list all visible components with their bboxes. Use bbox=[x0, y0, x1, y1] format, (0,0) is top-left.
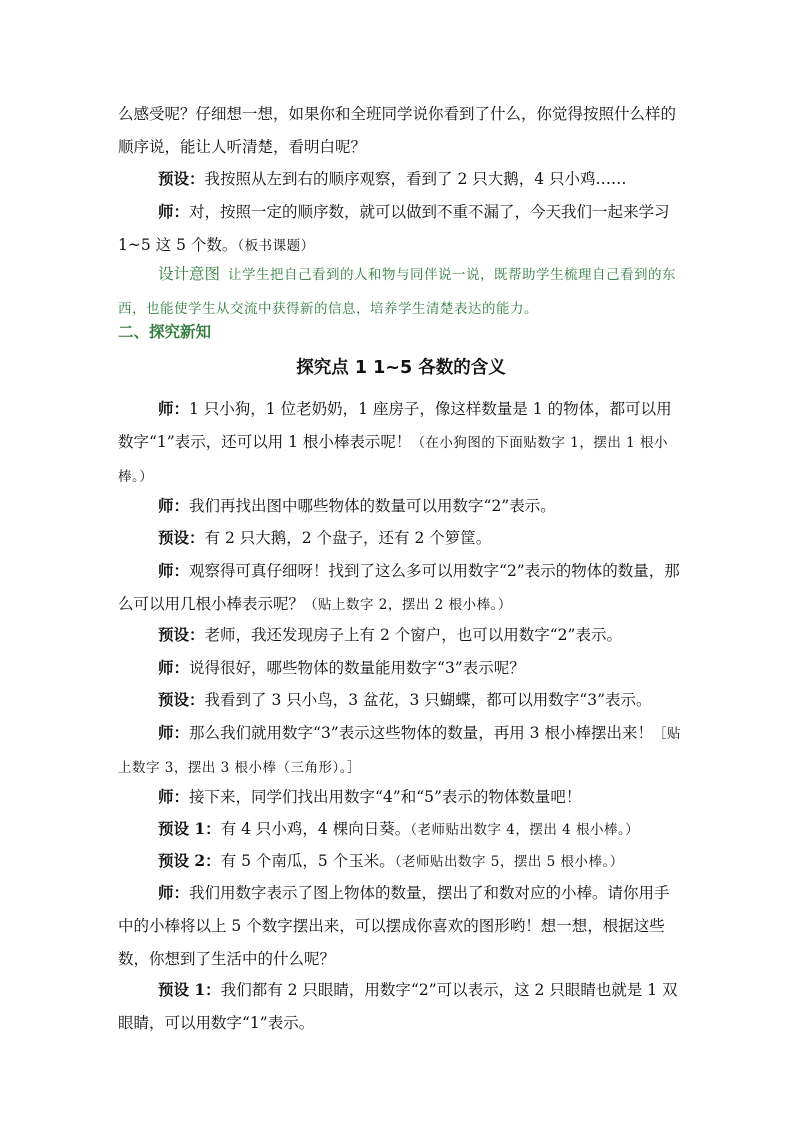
paragraph-yushe-1 bbox=[118, 162, 684, 196]
speaker-label: 师： bbox=[158, 883, 190, 902]
paragraph-yushe-6 bbox=[118, 844, 684, 879]
speaker-label: 预设： bbox=[158, 625, 205, 644]
teaching-note: （板书课题） bbox=[237, 238, 315, 254]
paragraph-text: 我们用数字表示了图上物体的数量，摆出了和数对应的小棒。请你用手中的小棒将以上 5 个数字摆出来，可以摆成你喜欢的图形哟！想一想，根据这些数，你想到了生活中的什么呢？ bbox=[118, 884, 670, 968]
speaker-label: 师： bbox=[158, 496, 190, 515]
paragraph-text: 观察得可真仔细呀！找到了这么多可以用数字“2”表示的物体的数量，那么可以用几根小棒表示呢？ bbox=[118, 562, 680, 613]
teaching-note: （在小狗图的下面贴数字 1，摆出 1 根小棒。） bbox=[118, 435, 668, 485]
design-intent-text: 让学生把自己看到的人和物与同伴说一说，既帮助学生梳理自己看到的东西，也能使学生从交流中获得新的信息，培养学生清楚表达的能力。 bbox=[118, 267, 677, 317]
paragraph-shi-3 bbox=[118, 489, 684, 523]
speaker-label: 师： bbox=[158, 723, 190, 742]
speaker-label: 师： bbox=[158, 787, 190, 806]
paragraph-text: 说得很好，哪些物体的数量能用数字“3”表示呢？ bbox=[189, 659, 525, 677]
paragraph-yushe-3 bbox=[118, 618, 684, 652]
speaker-label: 预设 1： bbox=[158, 980, 221, 999]
paragraph-yushe-4 bbox=[118, 683, 684, 717]
paragraph-text: 老师，我还发现房子上有 2 个窗户，也可以用数字“2”表示。 bbox=[204, 626, 622, 644]
paragraph-shi-2 bbox=[118, 392, 684, 494]
paragraph-text: 1 只小狗，1 位老奶奶，1 座房子，像这样数量是 1 的物体，都可以用数字“1”表示，还可以用 1 根小棒表示呢！ bbox=[118, 400, 672, 451]
teaching-note: （老师贴出数字 5，摆出 5 根小棒。） bbox=[394, 854, 624, 870]
paragraph-shi-8 bbox=[118, 876, 684, 976]
speaker-label: 师： bbox=[158, 202, 190, 221]
paragraph-text: 我看到了 3 只小鸟，3 盆花，3 只蝴蝶，都可以用数字“3”表示。 bbox=[204, 691, 652, 709]
paragraph-text: 有 5 个南瓜，5 个玉米。 bbox=[220, 852, 395, 870]
design-intent bbox=[118, 258, 684, 326]
speaker-label: 预设： bbox=[158, 169, 205, 188]
paragraph-text: 有 4 只小鸡，4 棵向日葵。 bbox=[220, 820, 411, 838]
speaker-label: 师： bbox=[158, 658, 190, 677]
paragraph-text: 那么我们就用数字“3”表示这些物体的数量，再用 3 根小棒摆出来！ bbox=[189, 724, 653, 742]
speaker-label: 师： bbox=[158, 561, 190, 580]
paragraph-yushe-2 bbox=[118, 521, 684, 555]
teaching-note: （老师贴出数字 4，摆出 4 根小棒。） bbox=[410, 822, 640, 838]
paragraph-text: 有 2 只大鹅，2 个盘子，还有 2 个箩筐。 bbox=[204, 529, 492, 547]
speaker-label: 预设 2： bbox=[158, 851, 221, 870]
design-intent-label: 设计意图 bbox=[158, 265, 221, 283]
paragraph-text: 我们都有 2 只眼睛，用数字“2”可以表示，这 2 只眼睛也就是 1 双眼睛，可以用数字“1”表示。 bbox=[118, 981, 678, 1032]
paragraph-shi-1 bbox=[118, 195, 684, 263]
speaker-label: 预设 1： bbox=[158, 819, 221, 838]
speaker-label: 师： bbox=[158, 399, 190, 418]
paragraph-intro bbox=[118, 98, 684, 164]
paragraph-text: 我们再找出图中哪些物体的数量可以用数字“2”表示。 bbox=[189, 497, 556, 515]
speaker-label: 预设： bbox=[158, 528, 205, 547]
speaker-label: 预设： bbox=[158, 690, 205, 709]
section-heading: 二、探究新知 bbox=[118, 322, 212, 341]
paragraph-text: 我按照从左到右的顺序观察，看到了 2 只大鹅，4 只小鸡…… bbox=[204, 170, 627, 188]
subsection-title: 探究点 1 1~5 各数的含义 bbox=[296, 358, 506, 378]
paragraph-shi-4 bbox=[118, 554, 684, 622]
paragraph-shi-5 bbox=[118, 651, 684, 685]
paragraph-text: 接下来，同学们找出用数字“4”和“5”表示的物体数量吧！ bbox=[189, 788, 582, 806]
paragraph-shi-7 bbox=[118, 780, 684, 814]
paragraph-text: 么感受呢？仔细想一想，如果你和全班同学说你看到了什么，你觉得按照什么样的顺序说，能让人听清楚，看明白呢？ bbox=[118, 105, 677, 156]
paragraph-yushe-5 bbox=[118, 812, 684, 847]
paragraph-shi-6 bbox=[118, 716, 684, 785]
teaching-note: （贴上数字 2，摆出 2 根小棒。） bbox=[304, 597, 512, 613]
teaching-note: ［贴上数字 3，摆出 3 根小棒（三角形）。］ bbox=[118, 726, 681, 776]
paragraph-text: 对，按照一定的顺序数，就可以做到不重不漏了，今天我们一起来学习 1~5 这 5 个数。 bbox=[118, 203, 670, 254]
paragraph-yushe-7 bbox=[118, 973, 684, 1040]
